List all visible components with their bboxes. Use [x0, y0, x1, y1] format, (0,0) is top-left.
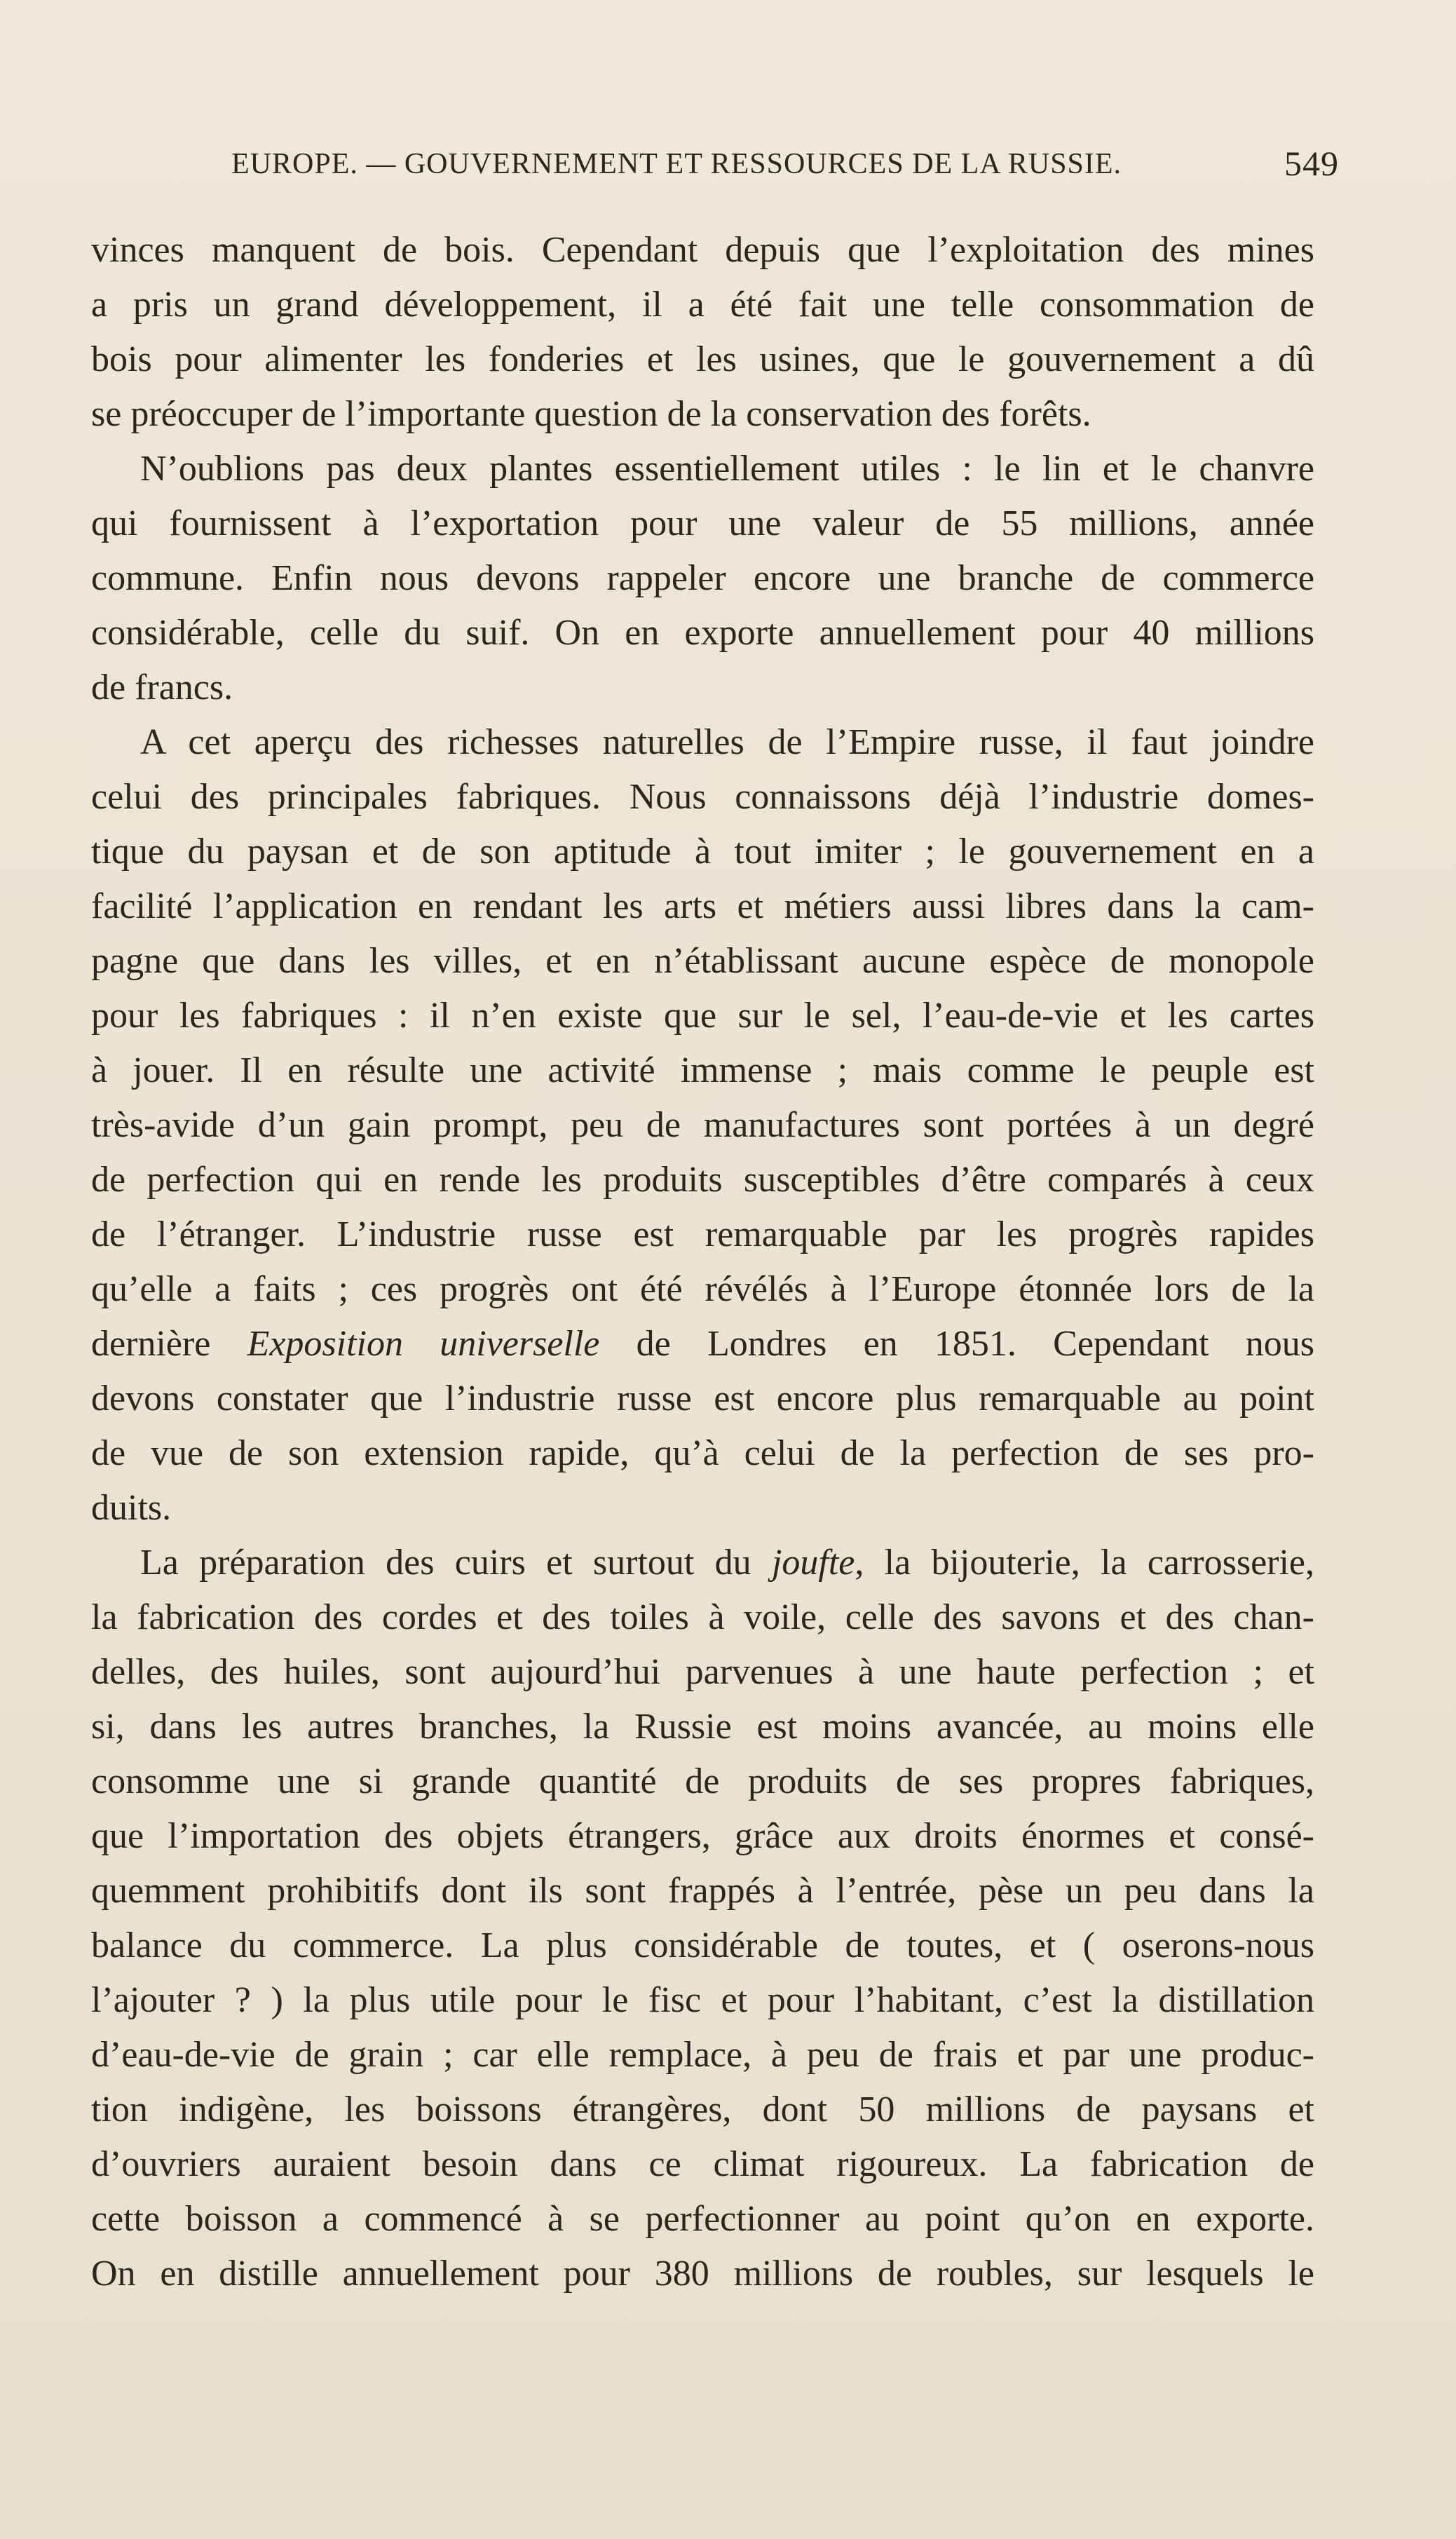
text-line: cette boisson a commencé à se perfectionner au point qu’on en exporte. — [91, 2199, 1314, 2239]
text-line: très-avide d’un gain prompt, peu de manufactures sont portées à un degré — [91, 1105, 1314, 1145]
text-line: bois pour alimenter les fonderies et les usines, que le gouvernement a dû — [91, 339, 1314, 379]
text-line: l’ajouter ? ) la plus utile pour le fisc et pour l’habitant, c’est la distillation — [91, 1980, 1314, 2020]
text-segment: dernière — [91, 1324, 211, 1364]
text-line: pagne que dans les villes, et en n’établissant aucune espèce de monopole — [91, 941, 1314, 981]
text-segment: La préparation des cuirs et surtout du — [140, 1543, 751, 1583]
text-line: considérable, celle du suif. On en exporte annuellement pour 40 millions — [91, 613, 1314, 653]
text-line: celui des principales fabriques. Nous connaissons déjà l’industrie domes- — [91, 777, 1314, 817]
text-line — [91, 1536, 1314, 1590]
text-line: On en distille annuellement pour 380 millions de roubles, sur lesquels le — [91, 2254, 1314, 2294]
text-line: qu’elle a faits ; ces progrès ont été révélés à l’Europe étonnée lors de la — [91, 1269, 1314, 1309]
text-line: à jouer. Il en résulte une activité immense ; mais comme le peuple est — [91, 1050, 1314, 1090]
text-line: commune. Enfin nous devons rappeler encore une branche de commerce — [91, 558, 1314, 598]
italic-title: Exposition universelle — [247, 1324, 600, 1364]
body-text — [91, 223, 1314, 2301]
text-line: facilité l’application en rendant les arts et métiers aussi libres dans la cam- — [91, 886, 1314, 926]
text-line: de perfection qui en rende les produits susceptibles d’être comparés à ceux — [91, 1160, 1314, 1200]
text-line: qui fournissent à l’exportation pour une valeur de 55 millions, année — [91, 503, 1314, 543]
running-head — [231, 144, 1339, 189]
text-segment: de Londres en 1851. Cependant nous — [636, 1324, 1314, 1364]
text-line: devons constater que l’industrie russe est encore plus remarquable au point — [91, 1379, 1314, 1419]
text-line: tion indigène, les boissons étrangères, dont 50 millions de paysans et — [91, 2090, 1314, 2130]
text-line: A cet aperçu des richesses naturelles de l’Empire russe, il faut joindre — [140, 722, 1314, 762]
text-line: d’eau-de-vie de grain ; car elle remplace, à peu de frais et par une produc- — [91, 2035, 1314, 2075]
italic-term: joufte — [771, 1543, 855, 1583]
text-line: pour les fabriques : il n’en existe que sur le sel, l’eau-de-vie et les cartes — [91, 996, 1314, 1036]
text-line: de francs. — [91, 668, 233, 707]
text-segment: , la bijouterie, la carrosserie, — [855, 1543, 1314, 1583]
text-line: duits. — [91, 1488, 172, 1528]
text-line: si, dans les autres branches, la Russie est moins avancée, au moins elle — [91, 1707, 1314, 1747]
text-line: vinces manquent de bois. Cependant depuis que l’exploitation des mines — [91, 230, 1314, 270]
text-line: tique du paysan et de son aptitude à tout imiter ; le gouvernement en a — [91, 832, 1314, 872]
text-line: se préoccuper de l’importante question de la conservation des forêts. — [91, 394, 1091, 434]
text-line: la fabrication des cordes et des toiles à voile, celle des savons et des chan- — [91, 1597, 1314, 1637]
text-line: d’ouvriers auraient besoin dans ce climat rigoureux. La fabrication de — [91, 2144, 1314, 2184]
text-line: de vue de son extension rapide, qu’à celui de la perfection de ses pro- — [91, 1433, 1314, 1473]
text-line: a pris un grand développement, il a été fait une telle consommation de — [91, 285, 1314, 325]
text-line: que l’importation des objets étrangers, grâce aux droits énormes et consé- — [91, 1816, 1314, 1856]
text-line: consomme une si grande quantité de produits de ses propres fabriques, — [91, 1761, 1314, 1801]
text-line — [91, 1317, 1314, 1372]
text-line: delles, des huiles, sont aujourd’hui parvenues à une haute perfection ; et — [91, 1652, 1314, 1692]
page-number: 549 — [1284, 144, 1339, 183]
text-line: N’oublions pas deux plantes essentiellement utiles : le lin et le chanvre — [140, 449, 1314, 489]
text-line: balance du commerce. La plus considérable de toutes, et ( oserons-nous — [91, 1925, 1314, 1965]
running-head-title: EUROPE. — GOUVERNEMENT ET RESSOURCES DE LA RUSSIE. — [231, 148, 1122, 180]
text-line: quemment prohibitifs dont ils sont frappés à l’entrée, pèse un peu dans la — [91, 1871, 1314, 1911]
text-line: de l’étranger. L’industrie russe est remarquable par les progrès rapides — [91, 1214, 1314, 1254]
